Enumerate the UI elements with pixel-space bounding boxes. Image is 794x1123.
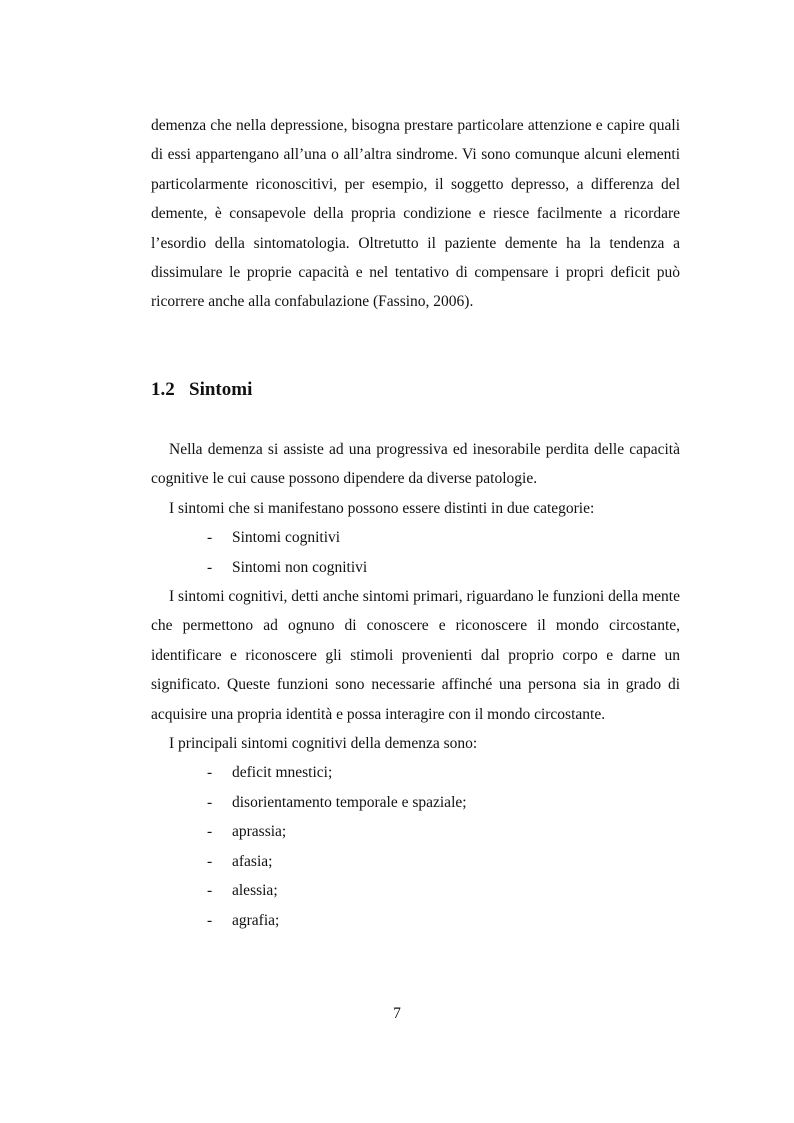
dash-bullet: - <box>207 529 213 547</box>
section-number: 1.2 <box>151 379 175 400</box>
list-item: - deficit mnestici; <box>151 758 680 787</box>
list-item: - disorientamento temporale e spaziale; <box>151 788 680 817</box>
dash-bullet: - <box>207 852 213 870</box>
cognitive-symptoms-list <box>151 758 680 934</box>
paragraph: I sintomi cognitivi, detti anche sintomi primari, riguardano le funzioni della mente che permettono ad ognuno di conoscere e riconoscere il mondo circostante, identificare e riconoscere gli stimoli provenienti dal proprio corpo e darne un significato. Queste funzioni sono necessarie affinché una persona sia in grado di acquisire una propria identità e possa interagire con il mondo circostante. <box>151 588 680 723</box>
dash-bullet: - <box>207 793 213 811</box>
dash-bullet: - <box>207 764 213 782</box>
paragraph: Nella demenza si assiste ad una progressiva ed inesorabile perdita delle capacità cognitive le cui cause possono dipendere da diverse patologie. <box>151 441 680 488</box>
list-item: - aprassia; <box>151 817 680 846</box>
section-body <box>151 435 680 935</box>
section-heading <box>151 376 252 404</box>
intro-paragraph: demenza che nella depressione, bisogna prestare particolare attenzione e capire quali di essi appartengano all’una o all’altra sindrome. Vi sono comunque alcuni elementi particolarmente riconoscitivi, per esempio, il soggetto depresso, a differenza del demente, è consapevole della propria condizione e riesce facilmente a ricordare l’esordio della sintomatologia. Oltretutto il paziente demente ha la tendenza a dissimulare le proprie capacità e nel tentativo di compensare i propri deficit può ricorrere anche alla confabulazione (Fassino, 2006). <box>151 117 680 311</box>
dash-bullet: - <box>207 823 213 841</box>
dash-bullet: - <box>207 558 213 576</box>
list-item: - Sintomi non cognitivi <box>151 553 680 582</box>
list-item: - alessia; <box>151 876 680 905</box>
dash-bullet: - <box>207 882 213 900</box>
paragraph: I principali sintomi cognitivi della demenza sono: <box>169 735 478 753</box>
dash-bullet: - <box>207 911 213 929</box>
list-item: - Sintomi cognitivi <box>151 523 680 552</box>
page-number: 7 <box>393 1005 401 1022</box>
list-item: - afasia; <box>151 847 680 876</box>
section-title: Sintomi <box>189 379 253 400</box>
list-item: - agrafia; <box>151 906 680 935</box>
categories-list <box>151 523 680 582</box>
paragraph: I sintomi che si manifestano possono essere distinti in due categorie: <box>169 499 595 517</box>
